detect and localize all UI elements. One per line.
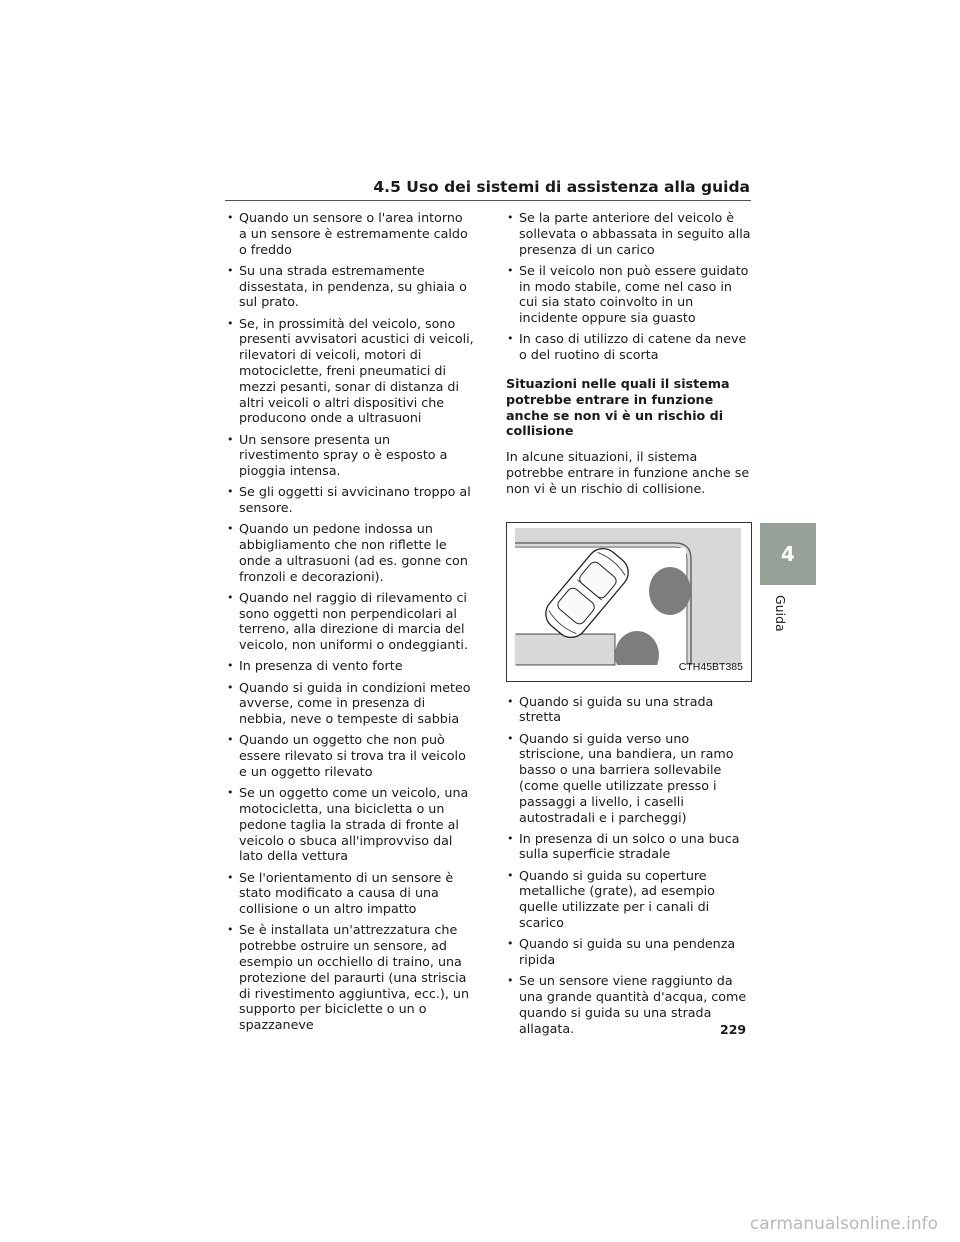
list-item: • Se la parte anteriore del veicolo è sollevata o abbassata in seguito alla presenza di un carico [506, 210, 752, 257]
list-item: • In caso di utilizzo di catene da neve o del ruotino di scorta [506, 331, 752, 363]
list-item: • Quando un pedone indossa un abbigliamento che non riflette le onde a ultrasuoni (ad es. gonne con fronzoli e decorazioni). [226, 521, 474, 584]
list-item: • Se gli oggetti si avvicinano troppo al sensore. [226, 484, 474, 516]
right-bullet-list-bottom [506, 694, 752, 1037]
illustration-narrow-road [506, 522, 752, 682]
obstacle-block [515, 634, 615, 665]
list-item: • Se, in prossimità del veicolo, sono presenti avvisatori acustici di veicoli, rilevatori di veicoli, motori di motociclette, freni pneumatici di mezzi pesanti, sonar di distanza di altri veicoli o altri dispositivi che producono onde a ultrasuoni [226, 316, 474, 427]
section-heading: Situazioni nelle quali il sistema potrebbe entrare in funzione anche se non vi è un rischio di collisione [506, 375, 730, 439]
section-paragraph: In alcune situazioni, il sistema potrebbe entrare in funzione anche se non vi è un rischio di collisione. [506, 449, 750, 496]
list-item: • Se l'orientamento di un sensore è stato modificato a causa di una collisione o un altro impatto [226, 870, 474, 917]
illustration-graphic [507, 523, 751, 681]
list-item: • Se un oggetto come un veicolo, una motocicletta, una bicicletta o un pedone taglia la strada di fronte al veicolo o sbuca all'improvviso dal lato della vettura [226, 785, 474, 864]
list-item: • Su una strada estremamente dissestata, in pendenza, su ghiaia o sul prato. [226, 263, 474, 310]
list-item: • Se è installata un'attrezzatura che potrebbe ostruire un sensore, ad esempio un occhiello di traino, una protezione del paraurti (una striscia di rivestimento aggiuntiva, ecc.), un supporto per biciclette o un o spazzaneve [226, 922, 474, 1033]
list-item: • In presenza di vento forte [226, 658, 474, 674]
chapter-label: Guida [773, 595, 788, 632]
list-item: • Un sensore presenta un rivestimento spray o è esposto a pioggia intensa. [226, 432, 474, 479]
right-column [506, 210, 752, 1042]
chapter-number: 4 [781, 542, 795, 566]
sensor-zone-front [649, 567, 691, 615]
left-column [226, 210, 474, 1038]
chapter-tab[interactable] [760, 523, 816, 585]
list-item: • Quando nel raggio di rilevamento ci sono oggetti non perpendicolari al terreno, alla direzione di marcia del veicolo, non uniformi o ondeggianti. [226, 590, 474, 653]
list-item: • Se il veicolo non può essere guidato in modo stabile, come nel caso in cui sia stato coinvolto in un incidente oppure sia guasto [506, 263, 752, 326]
list-item: • Quando si guida verso uno striscione, una bandiera, un ramo basso o una barriera sollevabile (come quelle utilizzate presso i passaggi a livello, i caselli autostradali e i parcheggi) [506, 731, 752, 826]
list-item: • Quando si guida su coperture metalliche (grate), ad esempio quelle utilizzate per i canali di scarico [506, 868, 752, 931]
page-header-title: 4.5 Uso dei sistemi di assistenza alla guida [373, 178, 750, 196]
list-item: • Quando un sensore o l'area intorno a un sensore è estremamente caldo o freddo [226, 210, 474, 257]
left-bullet-list [226, 210, 474, 1033]
list-item: • Quando si guida su una strada stretta [506, 694, 752, 726]
page-number: 229 [720, 1022, 747, 1037]
list-item: • Quando si guida su una pendenza ripida [506, 936, 752, 968]
list-item: • In presenza di un solco o una buca sulla superficie stradale [506, 831, 752, 863]
figure-code: CTH45BT385 [678, 660, 743, 673]
watermark: carmanualsonline.info [749, 1214, 938, 1234]
right-bullet-list-top [506, 210, 752, 363]
header-rule [225, 200, 751, 201]
list-item: • Quando un oggetto che non può essere rilevato si trova tra il veicolo e un oggetto rilevato [226, 732, 474, 779]
list-item: • Quando si guida in condizioni meteo avverse, come in presenza di nebbia, neve o tempeste di sabbia [226, 680, 474, 727]
list-item: • Se un sensore viene raggiunto da una grande quantità d'acqua, come quando si guida su una strada allagata. [506, 973, 752, 1036]
